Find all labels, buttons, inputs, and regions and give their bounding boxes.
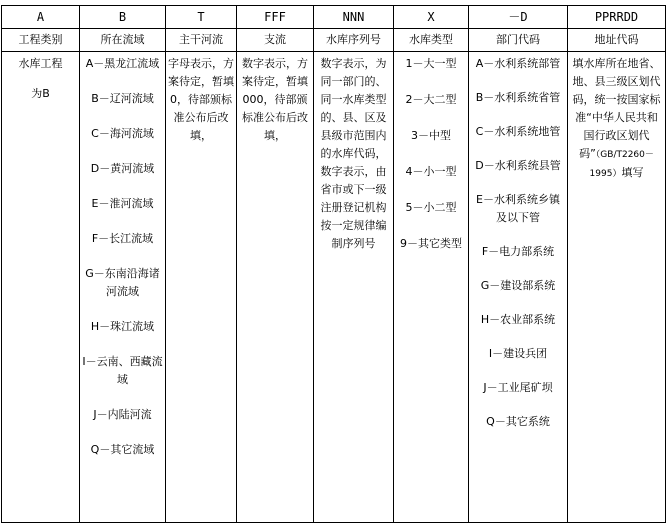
cell-reservoir-types <box>394 52 469 523</box>
list-item: G－建设部系统 <box>480 279 556 292</box>
serial-text: 数字表示，为同一部门的、同一水库类型的、县、区及县级市范围内的水库代码，数字表示，由省市或下一级注册登记机构按一定规律编制序列号 <box>320 57 387 250</box>
list-item: H－农业部系统 <box>480 313 556 326</box>
code-fff: FFF <box>237 6 314 29</box>
tributary-text: 数字表示，方案待定，暂填000，待部颁标准公布后改填， <box>242 57 308 142</box>
cell-tributary <box>237 52 314 523</box>
code-pprrdd: PPRRDD <box>568 6 666 29</box>
list-item: E－淮河流域 <box>91 197 154 210</box>
cell-serial <box>314 52 394 523</box>
body-row <box>2 52 666 523</box>
list-item: C－海河流域 <box>91 127 154 140</box>
cell-category <box>2 52 80 523</box>
cell-basins <box>80 52 166 523</box>
code-t: T <box>166 6 237 29</box>
list-item: B－辽河流域 <box>91 92 154 105</box>
header-address: 地址代码 <box>568 29 666 52</box>
code-row <box>2 6 666 29</box>
list-item: J－内陆河流 <box>93 408 152 421</box>
category-name: 水库工程 <box>18 57 63 70</box>
header-department: 部门代码 <box>469 29 568 52</box>
header-tributary: 支流 <box>237 29 314 52</box>
list-item: B－水利系统省管 <box>475 91 561 104</box>
address-main: 填水库所在地省、地、县三级区划代码，统一按国家标准“中华人民共和国行政区划代码” <box>572 57 661 160</box>
list-item: 5－小二型 <box>405 201 457 214</box>
basin-list <box>82 55 163 459</box>
code-table <box>1 5 666 523</box>
list-item: I－云南、西藏流域 <box>82 355 163 386</box>
header-row <box>2 29 666 52</box>
cell-address <box>568 52 666 523</box>
code-nnn: NNN <box>314 6 394 29</box>
list-item: D－水利系统县管 <box>475 159 561 172</box>
list-item: E－水利系统乡镇及以下管 <box>476 193 560 224</box>
list-item: A－黑龙江流域 <box>85 57 160 70</box>
list-item: J－工业尾矿坝 <box>483 381 553 394</box>
list-item: 4－小一型 <box>405 165 457 178</box>
header-serial: 水库序列号 <box>314 29 394 52</box>
list-item: Q－其它系统 <box>486 415 550 428</box>
list-item: 3－中型 <box>411 129 451 142</box>
code-a: A <box>2 6 80 29</box>
address-text <box>570 55 663 183</box>
main-river-text: 字母表示，方案待定，暂填0，待部颁标准公布后改填， <box>168 57 234 142</box>
code-x: X <box>394 6 469 29</box>
address-standard-note: （GB/T2260－1995） <box>589 150 654 179</box>
reservoir-type-list <box>396 55 466 253</box>
list-item: Q－其它流域 <box>90 443 155 456</box>
list-item: G－东南沿海诸河流域 <box>85 267 160 298</box>
header-main-river: 主干河流 <box>166 29 237 52</box>
list-item: 9－其它类型 <box>400 237 462 250</box>
code-b: B <box>80 6 166 29</box>
list-item: D－黄河流域 <box>90 162 155 175</box>
list-item: 1－大一型 <box>405 57 457 70</box>
cell-departments <box>469 52 568 523</box>
cell-main-river <box>166 52 237 523</box>
list-item: A－水利系统部管 <box>475 57 561 70</box>
list-item: 2－大二型 <box>405 93 457 106</box>
category-code: 为B <box>31 87 50 100</box>
code-d: －D <box>469 6 568 29</box>
list-item: I－建设兵团 <box>488 347 548 360</box>
header-category: 工程类别 <box>2 29 80 52</box>
list-item: C－水利系统地管 <box>475 125 561 138</box>
department-list <box>471 55 565 431</box>
list-item: F－长江流域 <box>91 232 154 245</box>
list-item: H－珠江流域 <box>90 320 155 333</box>
list-item: F－电力部系统 <box>481 245 555 258</box>
header-basin: 所在流域 <box>80 29 166 52</box>
header-reservoir-type: 水库类型 <box>394 29 469 52</box>
address-tail: 填写 <box>621 166 644 179</box>
